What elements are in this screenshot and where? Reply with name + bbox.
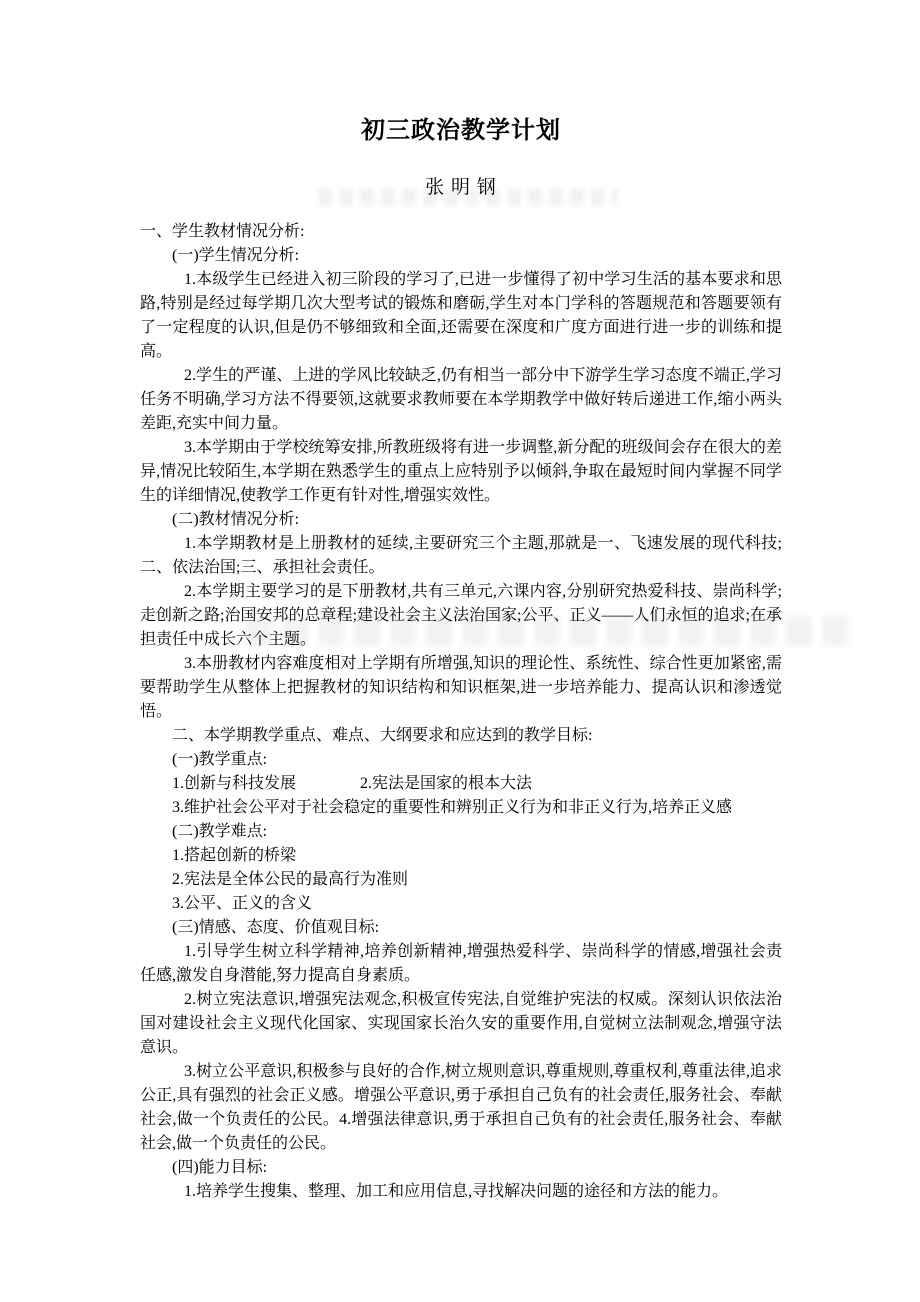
paragraph: (一)学生情况分析: — [172, 247, 300, 264]
paragraph: 2.树立宪法意识,增强宪法观念,积极宣传宪法,自觉维护宪法的权威。深刻认识依法治国对建设社会主义现代化国家、实现国家长治久安的重要作用,自觉树立法制观念,增强守法意识。 — [140, 991, 782, 1056]
paragraph: 3.本学期由于学校统筹安排,所教班级将有进一步调整,新分配的班级间会存在很大的差异,情况比较陌生,本学期在熟悉学生的重点上应特别予以倾斜,争取在最短时间内掌握不同学生的详细情况,使教学工作更有针对性,增强实效性。 — [140, 439, 782, 504]
paragraph: 3.本册教材内容难度相对上学期有所增强,知识的理论性、系统性、综合性更加紧密,需要帮助学生从整体上把握教材的知识结构和知识框架,进一步培养能力、提高认识和渗透觉悟。 — [140, 655, 782, 720]
paragraph: 1.本级学生已经进入初三阶段的学习了,已进一步懂得了初中学习生活的基本要求和思路,特别是经过每学期几次大型考试的锻炼和磨砺,学生对本门学科的答题规范和答题要领有了一定程度的认识,但是仍不够细致和全面,还需要在深度和广度方面进行进一步的训练和提高。 — [140, 271, 782, 360]
paragraph: 2.本学期主要学习的是下册教材,共有三单元,六课内容,分别研究热爱科技、崇尚科学;走创新之路;治国安邦的总章程;建设社会主义法治国家;公平、正义——人们永恒的追求;在承担责任中成长六个主题。 — [140, 583, 782, 648]
paragraph: 2.宪法是全体公民的最高行为准则 — [172, 871, 409, 888]
paragraph: (四)能力目标: — [172, 1159, 268, 1176]
paragraph: 1.培养学生搜集、整理、加工和应用信息,寻找解决问题的途径和方法的能力。 — [184, 1183, 729, 1200]
paragraph: (二)教材情况分析: — [172, 511, 300, 528]
document-title: 初三政治教学计划 — [361, 118, 561, 144]
paragraph: 1.搭起创新的桥梁 — [172, 847, 297, 864]
paragraph: 二、本学期教学重点、难点、大纲要求和应达到的教学目标: — [172, 727, 593, 744]
paragraph: 一、学生教材情况分析: — [140, 223, 305, 240]
paragraph: 1.本学期教材是上册教材的延续,主要研究三个主题,那就是一、飞速发展的现代科技;二、依法治国;三、承担社会责任。 — [140, 535, 782, 576]
paragraph: 1.引导学生树立科学精神,培养创新精神,增强热爱科学、崇尚科学的情感,增强社会责任感,激发自身潜能,努力提高自身素质。 — [140, 943, 782, 984]
document-author: 张 明 钢 — [425, 177, 497, 198]
paragraph: (三)情感、态度、价值观目标: — [172, 919, 380, 936]
paragraph: 2.学生的严谨、上进的学风比较缺乏,仍有相当一部分中下游学生学习态度不端正,学习任务不明确,学习方法不得要领,这就要求教师要在本学期教学中做好转后递进工作,缩小两头差距,充实中间力量。 — [140, 367, 782, 432]
document-body — [140, 220, 782, 1204]
paragraph: 3.维护社会公平对于社会稳定的重要性和辨别正义行为和非正义行为,培养正义感 — [172, 799, 733, 816]
paragraph: 1.创新与科技发展 2.宪法是国家的根本大法 — [172, 775, 533, 792]
paragraph: (二)教学难点: — [172, 823, 268, 840]
paragraph: (一)教学重点: — [172, 751, 268, 768]
paragraph: 3.树立公平意识,积极参与良好的合作,树立规则意识,尊重规则,尊重权利,尊重法律,追求公正,具有强烈的社会正义感。增强公平意识,勇于承担自己负有的社会责任,服务社会、奉献社会,做一个负责任的公民。4.增强法律意识,勇于承担自己负有的社会责任,服务社会、奉献社会,做一个负责任的公民。 — [140, 1063, 782, 1152]
paragraph: 3.公平、正义的含义 — [172, 895, 313, 912]
